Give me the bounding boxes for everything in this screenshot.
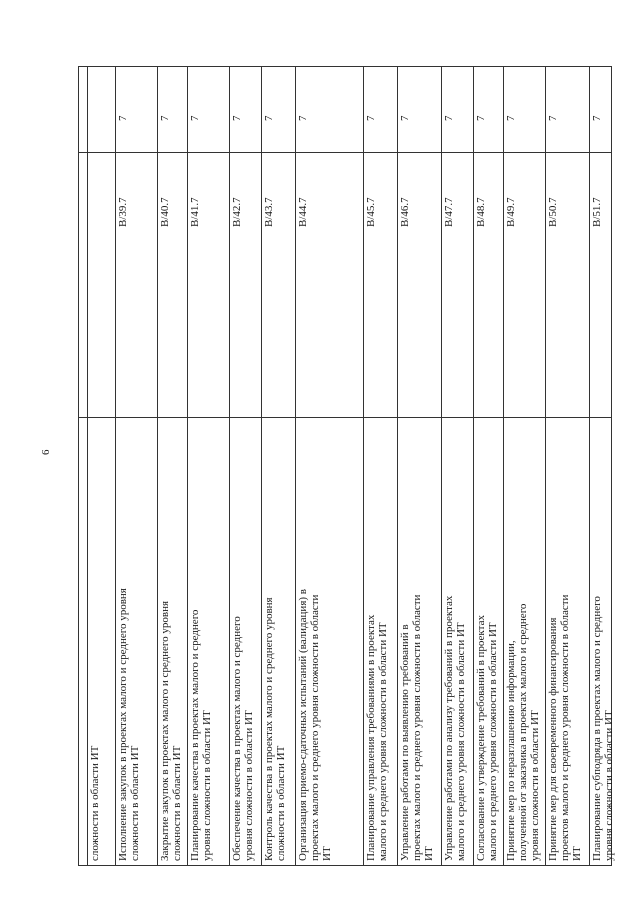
description-line: малого и среднего уровня сложности в области ИТ bbox=[377, 622, 389, 861]
function-code bbox=[89, 159, 113, 227]
function-description bbox=[399, 419, 439, 861]
function-description bbox=[547, 419, 587, 861]
function-code: В/42.7 bbox=[231, 197, 243, 227]
description-line: сложности в области ИТ bbox=[171, 745, 183, 861]
description-line: полученной от заказчика в проектах малого и среднего bbox=[517, 603, 529, 861]
description-line: сложности в области ИТ bbox=[275, 745, 287, 861]
rotated-table bbox=[78, 66, 615, 866]
description-line: Контроль качества в проектах малого и среднего уровня bbox=[263, 597, 275, 861]
code-divider bbox=[79, 152, 611, 153]
function-code: В/49.7 bbox=[505, 197, 517, 227]
function-code: В/47.7 bbox=[443, 197, 455, 227]
description-line: уровня сложности в области ИТ bbox=[243, 710, 255, 861]
function-description bbox=[231, 419, 259, 861]
function-description bbox=[117, 419, 155, 861]
function-description bbox=[505, 419, 543, 861]
qualification-level: 7 bbox=[189, 115, 201, 121]
column-separator bbox=[261, 67, 262, 865]
description-line: ИТ bbox=[423, 846, 435, 861]
description-line: Планирование качества в проектах малого и среднего bbox=[189, 609, 201, 861]
description-line: Принятие мер по неразглашению информации, bbox=[505, 640, 517, 861]
function-code: В/45.7 bbox=[365, 197, 377, 227]
qualification-level: 7 bbox=[365, 115, 377, 121]
description-line: уровня сложности в области ИТ bbox=[529, 710, 541, 861]
description-line: Планирование субподряда в проектах малого и среднего bbox=[591, 596, 603, 861]
function-description bbox=[159, 419, 185, 861]
description-line: малого и среднего уровня сложности в области ИТ bbox=[455, 622, 467, 861]
function-description bbox=[263, 419, 293, 861]
qualification-level: 7 bbox=[159, 115, 171, 121]
function-description bbox=[591, 419, 615, 861]
function-description bbox=[297, 419, 361, 861]
function-code: В/48.7 bbox=[475, 197, 487, 227]
left-divider bbox=[79, 417, 611, 418]
description-line: Планирование управления требованиями в проектах bbox=[365, 614, 377, 861]
description-line: проектах малого и среднего уровня сложности в области bbox=[309, 594, 321, 861]
description-line: Управление работами по анализу требований в проектах bbox=[443, 595, 455, 861]
column-separator bbox=[545, 67, 546, 865]
function-code: В/41.7 bbox=[189, 197, 201, 227]
description-line: сложности в области ИТ bbox=[89, 745, 101, 861]
function-code: В/39.7 bbox=[117, 197, 129, 227]
description-line: Закрытие закупок в проектах малого и среднего уровня bbox=[159, 600, 171, 861]
column-separator bbox=[473, 67, 474, 865]
column-separator bbox=[229, 67, 230, 865]
description-line: уровня сложности в области ИТ bbox=[603, 710, 615, 861]
description-line: проектах малого и среднего уровня сложности в области bbox=[411, 594, 423, 861]
description-line: Обеспечение качества в проектах малого и среднего bbox=[231, 616, 243, 861]
description-line: Исполнение закупок в проектах малого и среднего уровня bbox=[117, 588, 129, 861]
column-separator bbox=[589, 67, 590, 865]
column-separator bbox=[295, 67, 296, 865]
page-number: 6 bbox=[40, 449, 52, 455]
description-line: проектов малого и среднего уровня сложности в области bbox=[559, 594, 571, 861]
qualification-level bbox=[89, 93, 113, 121]
column-separator bbox=[441, 67, 442, 865]
column-separator bbox=[187, 67, 188, 865]
function-description bbox=[89, 419, 113, 861]
function-code: В/43.7 bbox=[263, 197, 275, 227]
description-line: ИТ bbox=[571, 846, 583, 861]
function-code: В/46.7 bbox=[399, 197, 411, 227]
column-separator bbox=[397, 67, 398, 865]
qualification-level: 7 bbox=[443, 115, 455, 121]
function-description bbox=[475, 419, 501, 861]
inner-border bbox=[87, 67, 88, 865]
qualification-level: 7 bbox=[547, 115, 559, 121]
description-line: малого и среднего уровня сложности в области ИТ bbox=[487, 622, 499, 861]
qualification-level: 7 bbox=[263, 115, 275, 121]
column-separator bbox=[363, 67, 364, 865]
function-description bbox=[443, 419, 471, 861]
function-code: В/40.7 bbox=[159, 197, 171, 227]
description-line: Согласование и утверждение требований в проектах bbox=[475, 615, 487, 861]
function-code: В/50.7 bbox=[547, 197, 559, 227]
function-description bbox=[365, 419, 395, 861]
qualification-level: 7 bbox=[591, 115, 603, 121]
column-separator bbox=[115, 67, 116, 865]
description-line: сложности в области ИТ bbox=[129, 745, 141, 861]
qualification-level: 7 bbox=[505, 115, 517, 121]
qualification-level: 7 bbox=[231, 115, 243, 121]
description-line: Управление работами по выявлению требований в bbox=[399, 624, 411, 861]
qualification-level: 7 bbox=[475, 115, 487, 121]
function-code: В/51.7 bbox=[591, 197, 603, 227]
qualification-level: 7 bbox=[117, 115, 129, 121]
column-separator bbox=[157, 67, 158, 865]
description-line: Принятие мер для своевременного финансирования bbox=[547, 617, 559, 861]
description-line: Организация приемо-сдаточных испытаний (валидация) в bbox=[297, 589, 309, 861]
qualification-level: 7 bbox=[297, 115, 309, 121]
description-line: уровня сложности в области ИТ bbox=[201, 710, 213, 861]
column-separator bbox=[503, 67, 504, 865]
description-line: ИТ bbox=[321, 846, 333, 861]
qualification-level: 7 bbox=[399, 115, 411, 121]
function-description bbox=[189, 419, 227, 861]
function-code: В/44.7 bbox=[297, 197, 309, 227]
